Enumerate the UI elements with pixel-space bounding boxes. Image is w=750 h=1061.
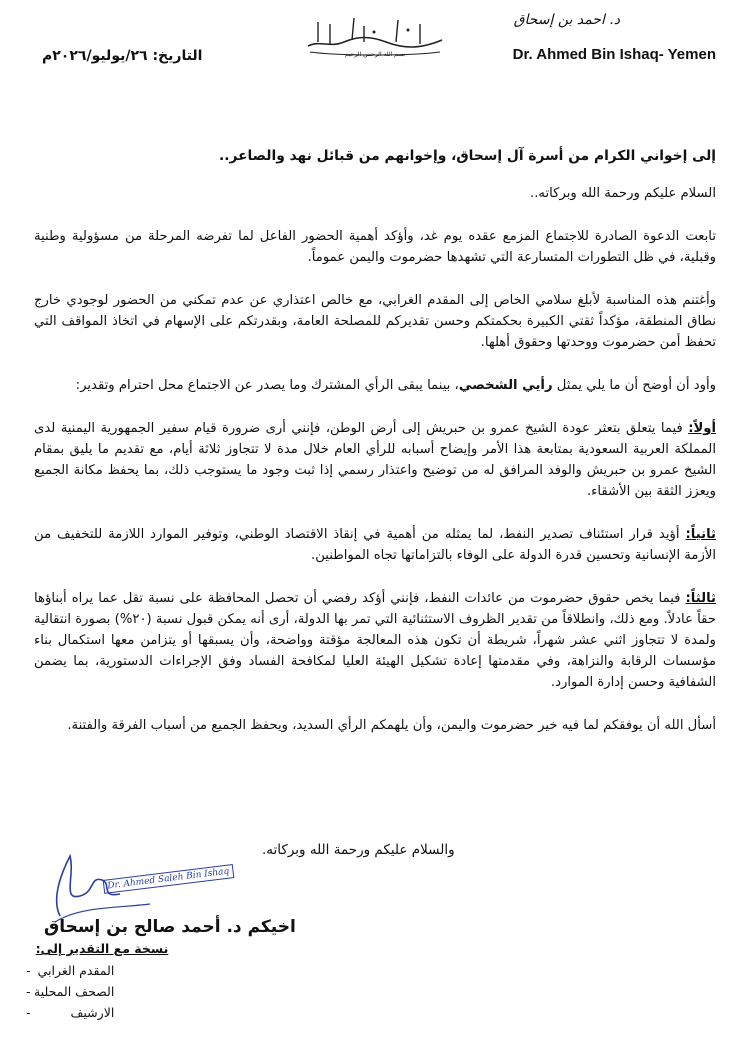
- point-2-label: ثانياً:: [685, 527, 716, 542]
- copy-item: [26, 981, 168, 1002]
- personal-opinion-phrase: رأيي الشخصي: [458, 378, 553, 393]
- bismillah-calligraphy: [300, 12, 450, 58]
- letter-body: [34, 146, 716, 758]
- copy-to-block: [26, 941, 169, 1023]
- closing-salam: والسلام عليكم ورحمة الله وبركاته.: [262, 842, 455, 858]
- date-label: التاريخ:: [152, 48, 203, 64]
- copy-item-label: الارشيف: [70, 1005, 115, 1020]
- copy-item: [26, 960, 168, 981]
- point-3-label: ثالثاً:: [685, 591, 716, 606]
- point-3: [34, 588, 716, 693]
- list-dash: -: [26, 1005, 31, 1020]
- point-1-text: فيما يتعلق بتعثر عودة الشيخ عمرو بن حبريش إلى أرض الوطن، فإنني أرى ضرورة قيام سفير الجمهورية اليمنية لدى المملكة العربية السعودية بمتابعة هذا الأمر وإيضاح أسبابه للرأي العام خلال مدة لا تتجاوز ثلاثة أيام، مع تقديم ما يليق بمقام الشيخ عمرو بن حبريش والوفد المرافق له من توضيح واعتذار رسمي إذا ثبت وجود ما يستوجب ذلك، بما يحفظ مكانة الجميع ويعزز الثقة بين الأشقاء.: [34, 421, 716, 499]
- copy-item: [26, 1002, 168, 1023]
- paragraph-2: وأغتنم هذه المناسبة لأبلغ سلامي الخاص إلى المقدم الغرابي، مع خالص اعتذاري عن عدم تمكني من الحضور لوجودي خارج نطاق المنطقة، مؤكداً ثقتي الكبيرة بحكمتكم وحسن تقديركم للمصلحة العامة، وبقدرتكم على الإسهام في اتخاذ المواقف التي تحفظ أمن حضرموت ووحدتها وحقوق أهلها.: [34, 293, 716, 350]
- copy-item-label: الصحف المحلية: [34, 984, 115, 999]
- author-name-arabic: د. احمد بن إسحاق: [513, 12, 620, 28]
- paragraph-closing-prayer: أسأل الله أن يوفقكم لما فيه خير حضرموت واليمن، وأن يلهمكم الرأي السديد، ويحفظ الجميع من أسباب الفرقة والفتنة.: [67, 718, 716, 733]
- author-name-english: Dr. Ahmed Bin Ishaq- Yemen: [512, 46, 716, 63]
- paragraph-3-intro: وأود أن أوضح أن ما يلي يمثل: [556, 378, 716, 393]
- letter-greeting: إلى إخواني الكرام من أسرة آل إسحاق، وإخوانهم من قبائل نهد والصاعر..: [219, 148, 716, 164]
- date-value: ٢٦/يوليو/٢٠٢٦م: [42, 48, 148, 64]
- paragraph-3: [34, 375, 716, 396]
- paragraph-3-rest: ، بينما يبقى الرأي المشترك وما يصدر عن الاجتماع محل احترام وتقدير:: [75, 378, 459, 393]
- copy-to-list: [26, 960, 168, 1023]
- copy-to-title: نسخة مع التقدير إلى:: [35, 941, 169, 956]
- copy-item-label: المقدم الغرابي: [37, 963, 115, 978]
- point-3-text: فيما يخص حقوق حضرموت من عائدات النفط، فإنني أؤكد رفضي أن تحصل المحافظة على نسبة تقل عما يراه أبناؤها حقاً عادلاً. ومع ذلك، وانطلاقاً من تقدير الظروف الاستثنائية التي تمر بها الدولة، أرى أنه يمكن قبول نسبة (٢٠%) بصورة انتقالية ولمدة لا تتجاوز اثني عشر شهراً، شريطة أن تكون هذه المعالجة مؤقتة وواضحة، وأن يسبقها أو يتزامن معها استكمال بناء مؤسسات الرقابة والنزاهة، وفي مقدمتها إعادة تشكيل الهيئة العليا لمكافحة الفساد وفق الإجراءات الدستورية، بما يضمن الشفافية وحسن إدارة الموارد.: [34, 591, 716, 690]
- bismillah-text: بسم الله الرحمن الرحيم: [344, 51, 406, 58]
- list-dash: -: [26, 963, 31, 978]
- point-2-text: أؤيد قرار استئناف تصدير النفط، لما يمثله من أهمية في إنقاذ الاقتصاد الوطني، وتوفير الموارد اللازمة للتخفيف من الأزمة الإنسانية وتحسين قدرة الدولة على الوفاء بالتزاماتها تجاه المواطنين.: [34, 527, 716, 563]
- signatory-name: اخيكم د. أحمد صالح بن إسحاق: [44, 917, 296, 937]
- point-1-label: أولاً:: [688, 421, 716, 436]
- point-1: [34, 418, 716, 502]
- name-stamp: Dr. Ahmed Saleh Bin Ishaq: [103, 864, 234, 894]
- opening-salam: السلام عليكم ورحمة الله وبركاته..: [530, 186, 716, 201]
- list-dash: -: [26, 984, 31, 999]
- paragraph-1: تابعت الدعوة الصادرة للاجتماع المزمع عقده يوم غد، وأؤكد أهمية الحضور الفاعل لما تفرضه المرحلة من مسؤولية وطنية وقبلية، في ظل التطورات المتسارعة التي تشهدها حضرموت واليمن عموماً.: [34, 229, 716, 265]
- point-2: [34, 524, 716, 566]
- date-line: [42, 48, 202, 64]
